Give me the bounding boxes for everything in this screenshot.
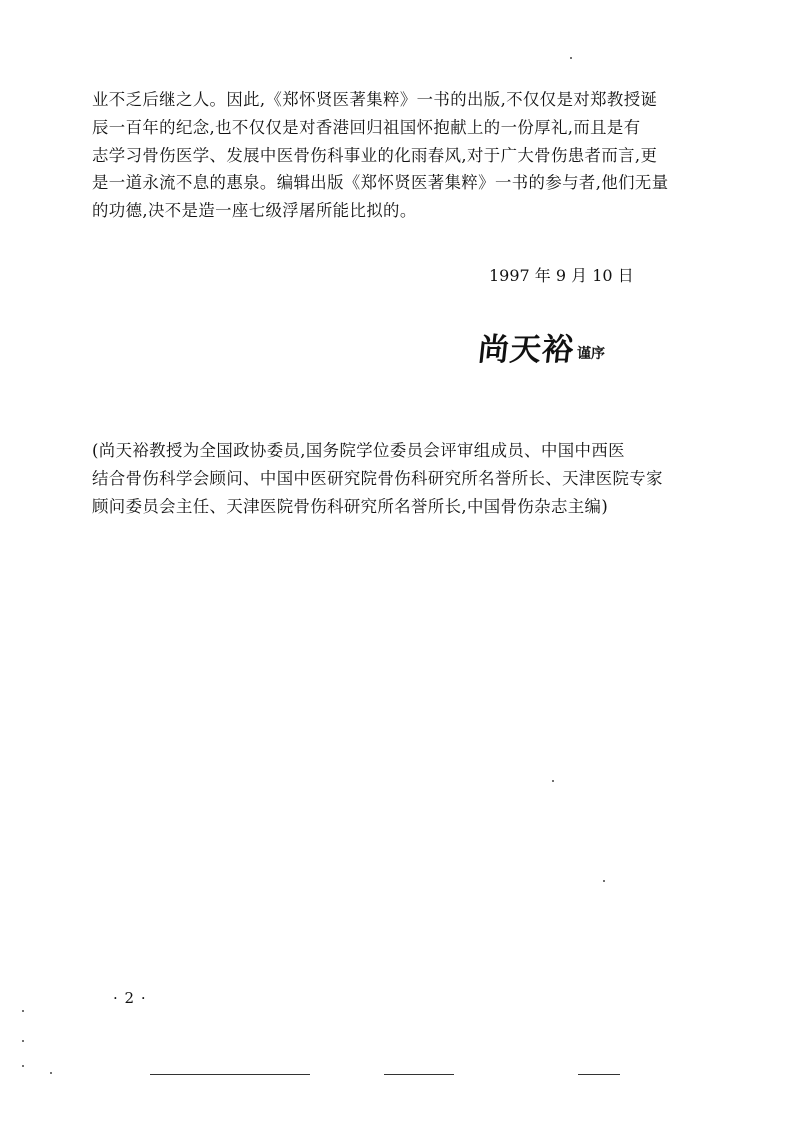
page-number: · 2 ·	[113, 989, 147, 1007]
scan-artifact-dot	[22, 1065, 24, 1067]
scan-artifact-dot	[570, 57, 572, 59]
scan-artifact-dot	[552, 780, 554, 782]
author-note-line: 顾问委员会主任、天津医院骨伤科研究所名誉所长,中国骨伤杂志主编)	[92, 496, 609, 516]
signature-name: 尚天裕	[476, 332, 576, 368]
body-paragraph	[92, 86, 712, 225]
scan-artifact-dot	[603, 880, 605, 882]
scan-artifact-dot	[50, 1072, 52, 1074]
author-note	[92, 437, 712, 520]
preface-date: 1997 年 9 月 10 日	[489, 266, 634, 285]
scan-artifact-dot	[22, 1040, 24, 1042]
signature-suffix: 谨序	[577, 346, 605, 362]
scan-artifact-rule	[578, 1074, 620, 1075]
signature-block	[478, 330, 605, 370]
scan-artifact-rule	[150, 1074, 310, 1075]
body-line: 业不乏后继之人。因此,《郑怀贤医著集粹》一书的出版,不仅仅是对郑教授诞	[92, 90, 658, 109]
body-line: 的功德,决不是造一座七级浮屠所能比拟的。	[92, 201, 417, 221]
author-note-line: (尚天裕教授为全国政协委员,国务院学位委员会评审组成员、中国中西医	[92, 441, 625, 460]
scan-artifact-rule	[384, 1074, 454, 1075]
body-line: 志学习骨伤医学、发展中医骨伤科事业的化雨春风,对于广大骨伤患者而言,更	[92, 145, 658, 165]
scan-artifact-dot	[22, 1010, 24, 1012]
body-line: 辰一百年的纪念,也不仅仅是对香港回归祖国怀抱献上的一份厚礼,而且是有	[92, 117, 641, 137]
body-line: 是一道永流不息的惠泉。编辑出版《郑怀贤医著集粹》一书的参与者,他们无量	[92, 173, 669, 193]
author-note-line: 结合骨伤科学会顾问、中国中医研究院骨伤科研究所名誉所长、天津医院专家	[92, 468, 663, 488]
